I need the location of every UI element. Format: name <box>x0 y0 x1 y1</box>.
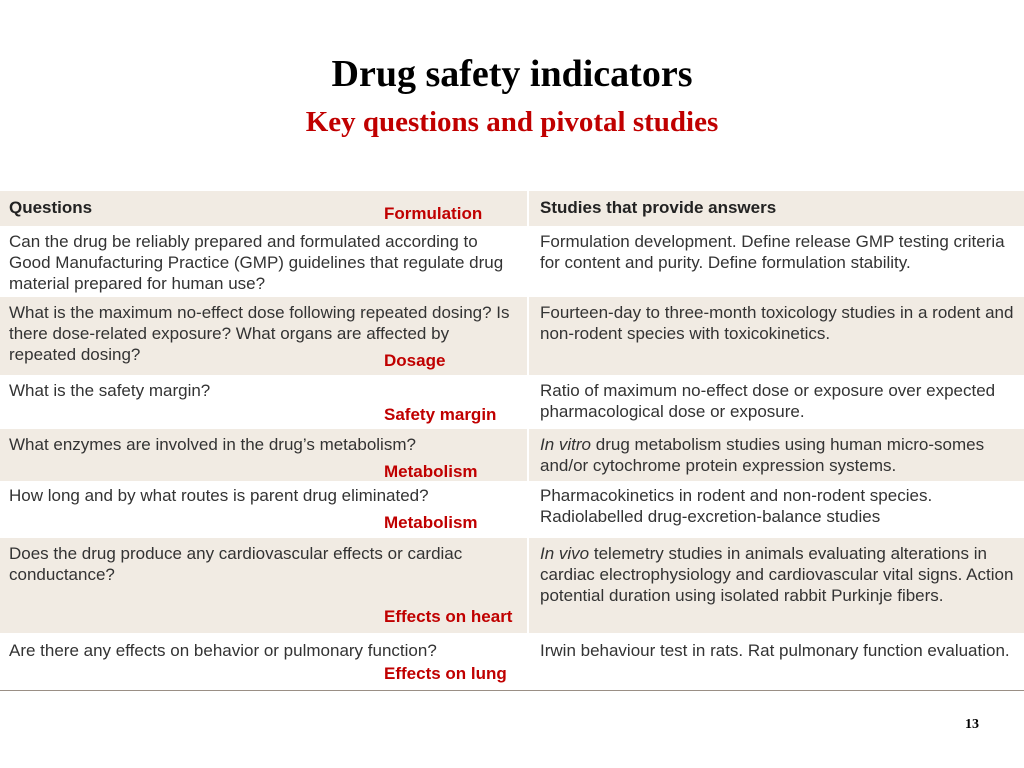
table-row <box>0 226 1024 296</box>
answer-cell: Pharmacokinetics in rodent and non-rodent species. Radiolabelled drug-excretion-balance studies <box>540 486 933 526</box>
answer-italic-term: In vivo <box>540 544 590 563</box>
table-row <box>0 375 1024 428</box>
answer-italic-term: In vitro <box>540 435 592 454</box>
slide-title: Drug safety indicators <box>331 53 693 95</box>
answer-cell: Formulation development. Define release GMP testing criteria for content and purity. Define formulation stability. <box>540 232 1005 272</box>
answer-cell: Ratio of maximum no-effect dose or exposure over expected pharmacological dose or exposure. <box>540 381 996 421</box>
answer-cell <box>540 543 1018 606</box>
table-row <box>0 633 1024 690</box>
questions-header: Questions <box>9 198 93 217</box>
table-header-row <box>0 191 1024 226</box>
tag-metabolism: Metabolism <box>384 513 478 532</box>
question-cell: How long and by what routes is parent drug eliminated? <box>9 486 429 505</box>
column-divider <box>527 429 529 481</box>
question-cell: Does the drug produce any cardiovascular effects or cardiac conductance? <box>9 544 463 584</box>
answer-cell: Irwin behaviour test in rats. Rat pulmonary function evaluation. <box>540 641 1010 660</box>
answer-cell <box>540 434 1018 476</box>
answers-header: Studies that provide answers <box>540 198 777 217</box>
question-cell: Are there any effects on behavior or pulmonary function? <box>9 641 437 660</box>
question-cell: What enzymes are involved in the drug’s metabolism? <box>9 435 416 454</box>
answer-cell: Fourteen-day to three-month toxicology studies in a rodent and non-rodent species with toxicokinetics. <box>540 303 1014 343</box>
page-number: 13 <box>965 717 979 732</box>
answer-text: telemetry studies in animals evaluating alterations in cardiac electrophysiology and cardiovascular vital signs. Action potential duration using isolated rabbit Purkinje fibers. <box>540 544 1014 605</box>
tag-effects-on-lung: Effects on lung <box>384 664 507 683</box>
question-cell: Can the drug be reliably prepared and formulated according to Good Manufacturing Practice (GMP) guidelines that regulate drug material prepared for human use? <box>9 232 504 293</box>
tag-dosage: Dosage <box>384 351 446 370</box>
table-row <box>0 296 1024 375</box>
table-row <box>0 481 1024 537</box>
column-divider <box>527 297 529 375</box>
tag-safety-margin: Safety margin <box>384 405 497 424</box>
slide-subtitle: Key questions and pivotal studies <box>305 106 719 138</box>
tag-formulation: Formulation <box>384 204 483 223</box>
tag-metabolism: Metabolism <box>384 462 478 481</box>
tag-effects-on-heart: Effects on heart <box>384 607 513 626</box>
question-cell: What is the safety margin? <box>9 381 211 400</box>
answer-text: drug metabolism studies using human micro-somes and/or cytochrome protein expression systems. <box>540 435 985 475</box>
column-divider <box>527 538 529 633</box>
question-cell: What is the maximum no-effect dose following repeated dosing? Is there dose-related exposure? What organs are affected by repeated dosing? <box>9 303 510 364</box>
table-row <box>0 428 1024 481</box>
column-divider <box>527 191 529 226</box>
